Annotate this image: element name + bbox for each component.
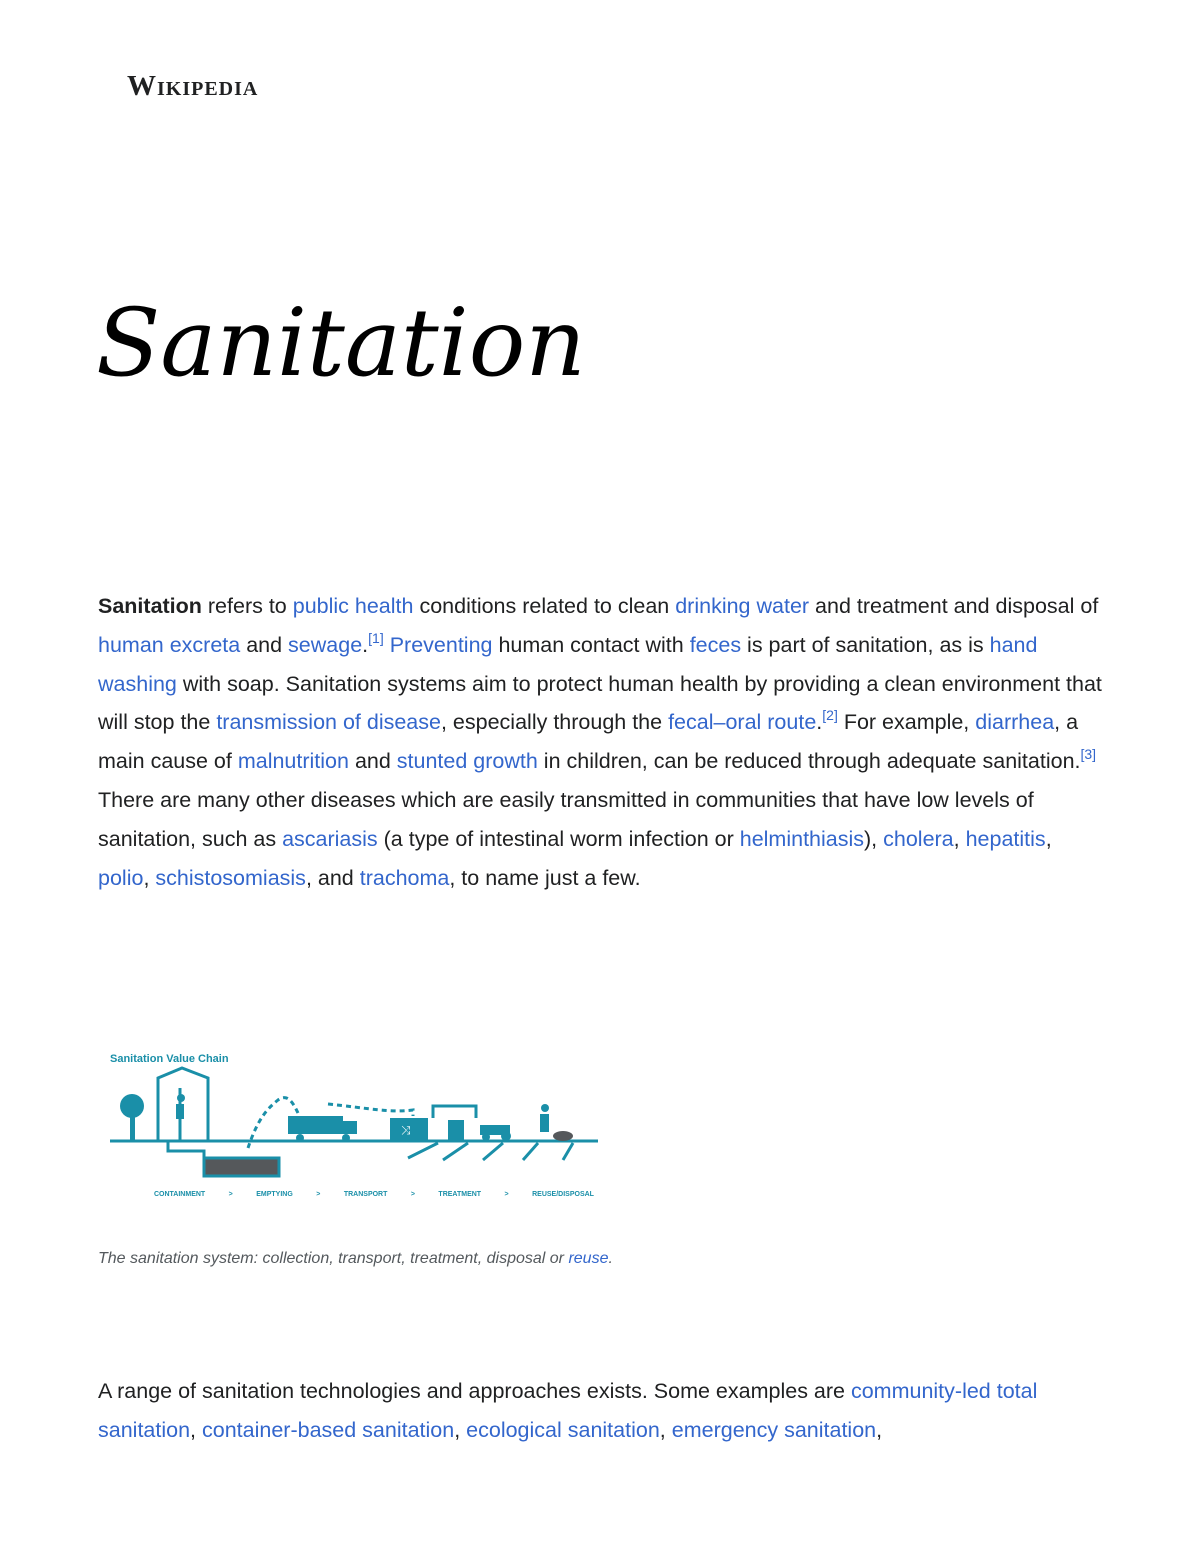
text: (a type of intestinal worm infection or (377, 826, 740, 851)
intro-paragraph (98, 587, 1108, 897)
text: , (953, 826, 966, 851)
link-cholera[interactable]: cholera (883, 826, 954, 851)
link-transmission-of-disease[interactable]: transmission of disease (216, 710, 441, 735)
text: , to name just a few. (449, 865, 641, 890)
text: in children, can be reduced through adequate sanitation. (537, 749, 1081, 774)
stage-containment: CONTAINMENT (154, 1191, 206, 1198)
link-sewage[interactable]: sewage (288, 632, 363, 657)
reference-3[interactable]: [3] (1080, 746, 1097, 763)
link-container-based-sanitation[interactable]: container-based sanitation (202, 1417, 455, 1442)
arrow: > (410, 1191, 415, 1198)
text: For example, (837, 710, 976, 735)
arrow: > (504, 1191, 509, 1198)
text: is part of sanitation, as is (741, 632, 990, 657)
text: , (143, 865, 156, 890)
text: , (659, 1417, 672, 1442)
text: ), (864, 826, 884, 851)
text: There are many other diseases which are easily transmitted in communities that have low levels of sanitation, such as (98, 787, 1034, 851)
figure-title: Sanitation Value Chain (110, 1053, 229, 1065)
stage-labels (154, 1191, 594, 1198)
link-hand-washing[interactable]: hand washing (98, 632, 1038, 696)
link-human-excreta[interactable]: human excreta (98, 632, 241, 657)
bold-term: Sanitation (98, 594, 202, 618)
caption-text: The sanitation system: collection, transport, treatment, disposal or (98, 1250, 569, 1267)
link-public-health[interactable]: public health (292, 594, 414, 618)
svg-text:⤨: ⤨ (401, 1123, 411, 1137)
arrow: > (228, 1191, 233, 1198)
link-trachoma[interactable]: trachoma (359, 865, 450, 890)
link-polio[interactable]: polio (98, 865, 144, 890)
stage-reuse-disposal: REUSE/DISPOSAL (532, 1191, 594, 1198)
link-ascariasis[interactable]: ascariasis (282, 826, 378, 851)
page-title: Sanitation (96, 289, 586, 398)
link-schistosomiasis[interactable]: schistosomiasis (155, 865, 306, 890)
text: , (454, 1417, 467, 1442)
caption-end: . (608, 1250, 613, 1267)
link-diarrhea[interactable]: diarrhea (975, 710, 1055, 735)
text: conditions related to clean (413, 594, 676, 618)
text: and (240, 632, 289, 657)
figure-caption (98, 1250, 613, 1268)
text: , (190, 1417, 202, 1442)
reference-1[interactable]: [1] (368, 629, 384, 646)
stage-treatment: TREATMENT (438, 1191, 482, 1198)
link-fecal-oral-route[interactable]: fecal–oral route (668, 710, 817, 735)
text: , (876, 1417, 883, 1442)
sanitation-value-chain-figure[interactable] (108, 1048, 600, 1206)
link-malnutrition[interactable]: malnutrition (237, 749, 349, 774)
text: with soap. Sanitation systems aim to protect human health by providing a clean environment that will stop the (98, 671, 1102, 735)
text: A range of sanitation technologies and approaches exists. Some examples are (98, 1379, 851, 1403)
link-ecological-sanitation[interactable]: ecological sanitation (466, 1417, 660, 1442)
text: , a main cause of (98, 710, 1079, 774)
stage-emptying: EMPTYING (256, 1191, 293, 1198)
text: , and (305, 865, 360, 890)
text: and treatment and disposal of (809, 594, 1099, 618)
text: refers to (201, 594, 293, 618)
text: , (1045, 826, 1052, 851)
second-paragraph (98, 1372, 1108, 1450)
wikipedia-logo[interactable]: Wikipedia (127, 70, 259, 102)
link-community-led-total-sanitation[interactable]: community-led total sanitation (98, 1379, 1038, 1442)
link-emergency-sanitation[interactable]: emergency sanitation (671, 1417, 877, 1442)
link-feces[interactable]: feces (689, 632, 742, 657)
link-hepatitis[interactable]: hepatitis (965, 826, 1046, 851)
text: , especially through the (440, 710, 669, 735)
text: and (348, 749, 397, 774)
text: . (816, 710, 823, 735)
text: . (362, 632, 369, 657)
stage-transport: TRANSPORT (343, 1191, 388, 1198)
text: human contact with (492, 632, 690, 657)
reference-2[interactable]: [2] (822, 707, 838, 724)
arrow: > (316, 1191, 321, 1198)
link-stunted-growth[interactable]: stunted growth (396, 749, 538, 774)
link-reuse[interactable]: reuse (568, 1250, 609, 1267)
link-preventing[interactable]: Preventing (389, 632, 493, 657)
link-drinking-water[interactable]: drinking water (675, 594, 810, 618)
sanitation-diagram (108, 1048, 600, 1206)
link-helminthiasis[interactable]: helminthiasis (739, 826, 865, 851)
